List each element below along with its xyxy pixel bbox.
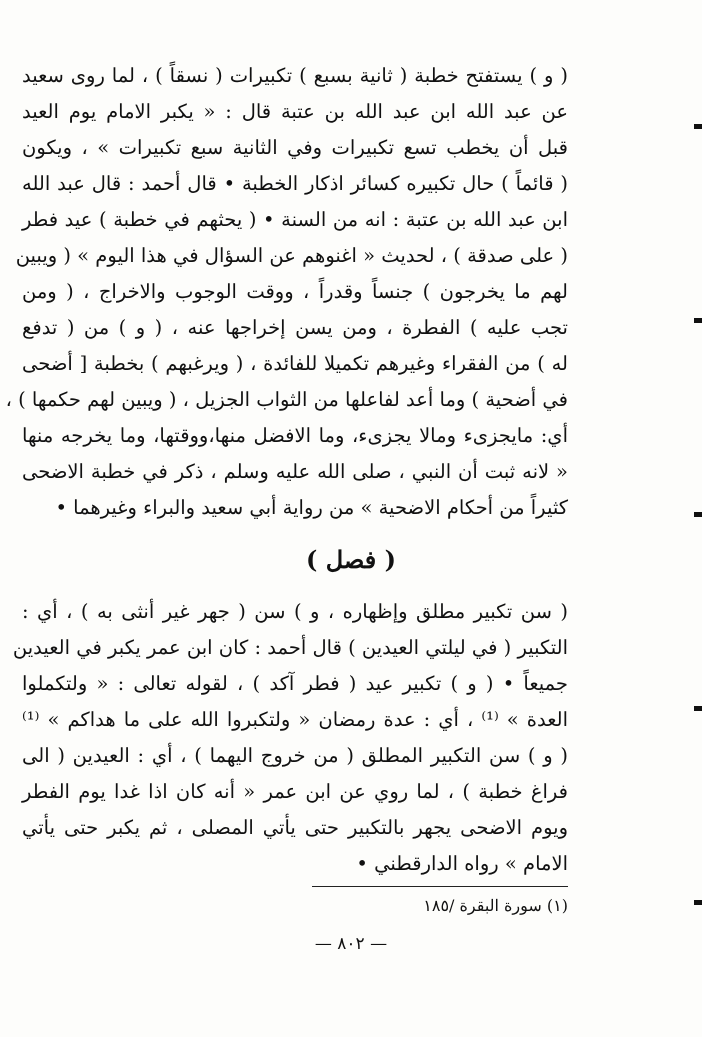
margin-mark: [694, 512, 702, 517]
text-line: « لانه ثبت أن النبي ، صلى الله عليه وسلم ، ذكر في خطبة الاضحى: [22, 460, 568, 483]
text-line: ( على صدقة ) ، لحديث « اغنوهم عن السؤال في هذا اليوم » ( ويبين: [15, 244, 568, 267]
paragraph-khutbah: [5, 58, 568, 538]
margin-mark: [694, 706, 702, 711]
footnote-divider: [312, 886, 568, 887]
text-line: كثيراً من أحكام الاضحية » من رواية أبي سعيد والبراء وغيرهما •: [55, 496, 568, 519]
text-line: ابن عبد الله بن عتبة : انه من السنة • ( يحثهم في خطبة ) عيد فطر: [22, 208, 568, 231]
text-line: ( و ) يستفتح خطبة ( ثانية بسبع ) تكبيرات ( نسقاً ) ، لما روى سعيد: [22, 64, 568, 87]
text-line: الامام » رواه الدارقطني •: [356, 852, 568, 875]
text-line: أي: مايجزىء ومالا يجزىء، وما الافضل منها،ووقتها، وما يخرجه منها: [22, 424, 568, 447]
margin-mark: [694, 124, 702, 129]
text-line: قبل أن يخطب تسع تكبيرات وفي الثانية سبع تكبيرات » ، ويكون: [22, 136, 568, 159]
text-line: في أضحية ) وما أعد لفاعلها من الثواب الجزيل ، ( ويبين لهم حكمها ) ،: [5, 388, 568, 411]
paragraph-takbir: [12, 594, 568, 884]
text-line: تجب عليه ) الفطرة ، ومن يسن إخراجها عنه ، ( و ) من ( تدفع: [22, 316, 568, 339]
text-line: العدة » ⁽¹⁾ ، أي : عدة رمضان « ولتكبروا الله على ما هداكم » ⁽¹⁾: [22, 708, 568, 731]
text-line: ( سن تكبير مطلق وإظهاره ، و ) سن ( جهر غير أنثى به ) ، أي :: [22, 600, 568, 623]
margin-mark: [694, 900, 702, 905]
text-line: ( و ) سن التكبير المطلق ( من خروج اليهما ) ، أي : العيدين ( الى: [22, 744, 568, 767]
text-line: لهم ما يخرجون ) جنساً وقدراً ، ووقت الوجوب والاخراج ، ( ومن: [22, 280, 568, 303]
text-line: له ) من الفقراء وغيرهم تكميلا للفائدة ، ( ويرغبهم ) بخطبة [ أضحى: [22, 352, 568, 375]
text-line: جميعاً • ( و ) تكبير عيد ( فطر آكد ) ، لقوله تعالى : « ولتكملوا: [22, 672, 568, 695]
margin-mark: [694, 318, 702, 323]
page-number: — ٨٠٢ —: [314, 934, 388, 954]
text-line: ( قائماً ) حال تكبيره كسائر اذكار الخطبة • قال أحمد : قال عبد الله: [22, 172, 568, 195]
footnote: (١) سورة البقرة /١٨٥: [423, 896, 568, 915]
text-line: فراغ خطبة ) ، لما روي عن ابن عمر « أنه كان اذا غدا يوم الفطر: [22, 780, 568, 803]
text-line: ويوم الاضحى يجهر بالتكبير حتى يأتي المصلى ، ثم يكبر حتى يأتي: [22, 816, 568, 839]
text-line: عن عبد الله ابن عبد الله بن عتبة قال : « يكبر الامام يوم العيد: [22, 100, 568, 123]
text-line: التكبير ( في ليلتي العيدين ) قال أحمد : كان ابن عمر يكبر في العيدين: [12, 636, 568, 659]
section-heading: ( فصل ): [306, 545, 396, 574]
